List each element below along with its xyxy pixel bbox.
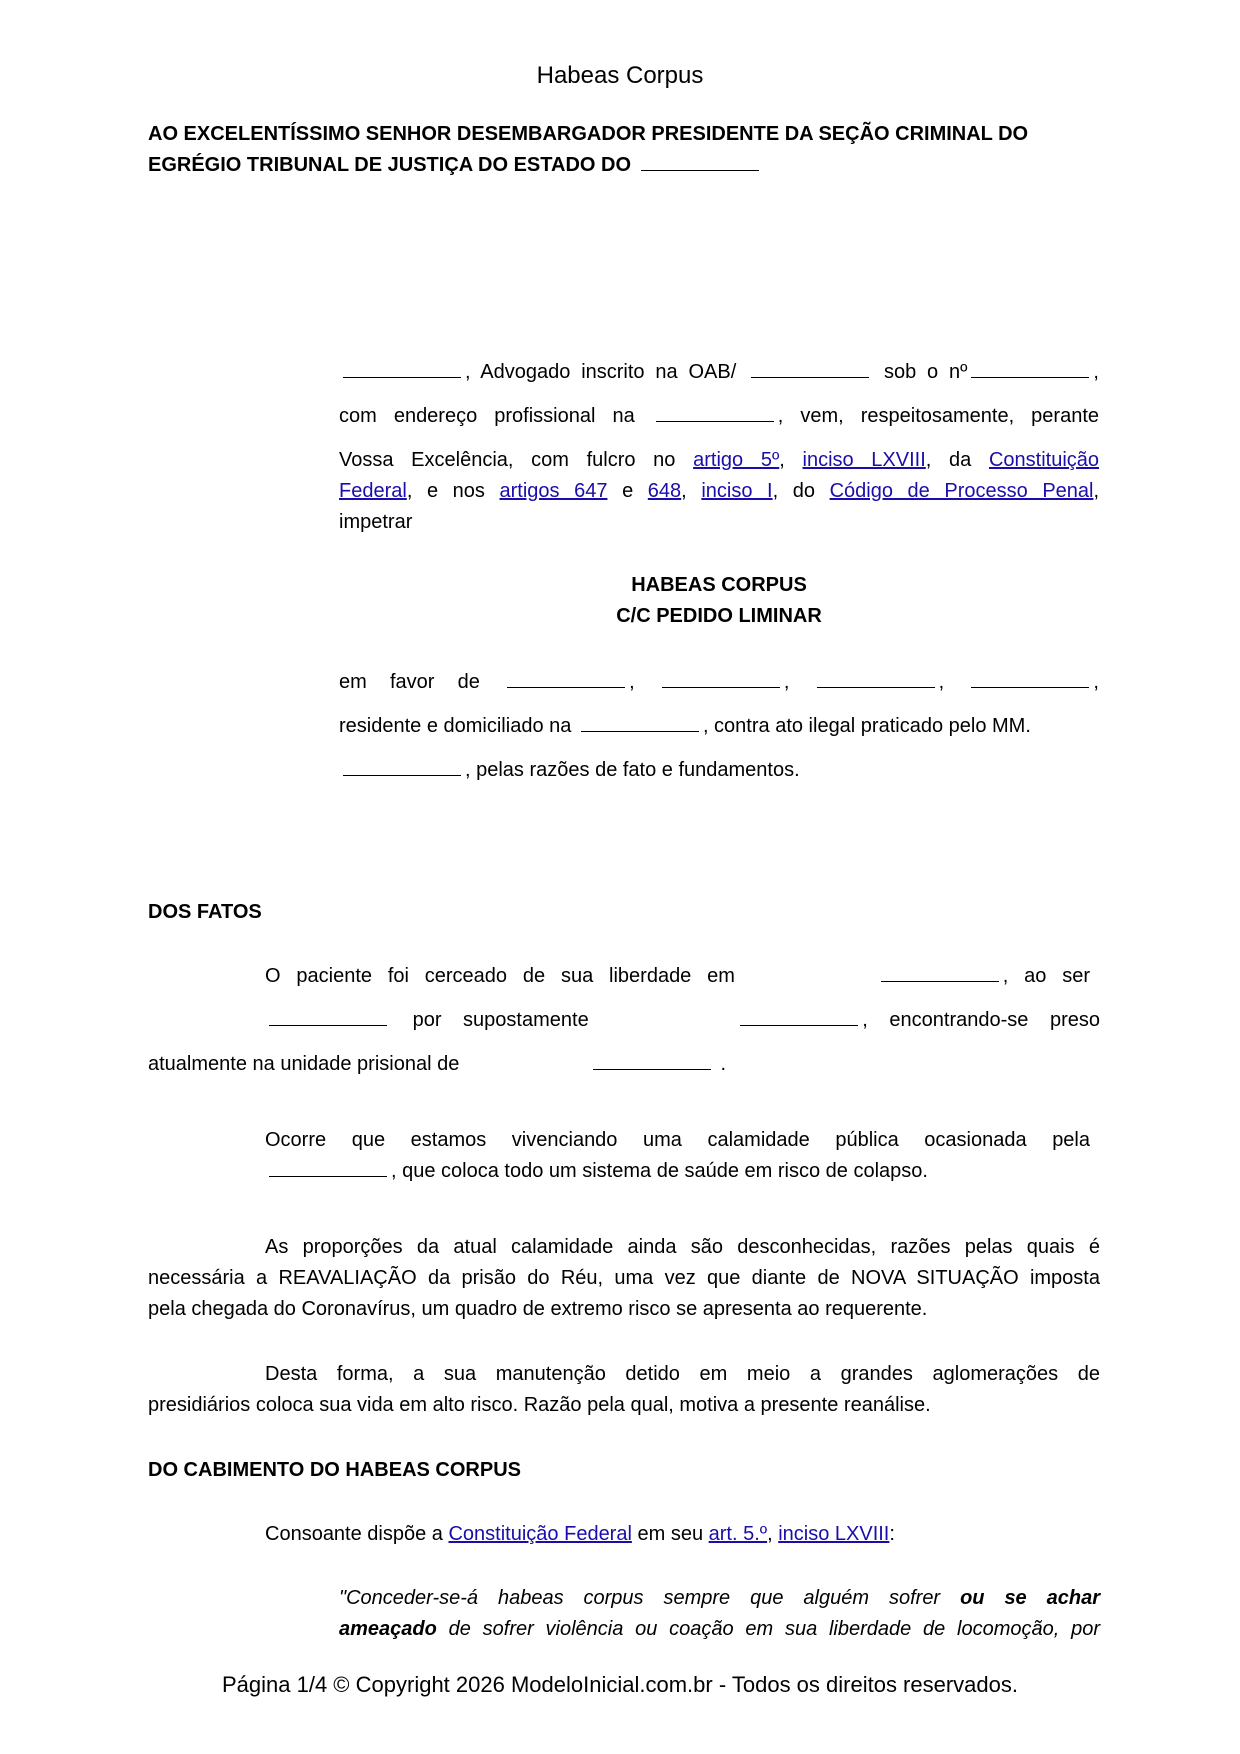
- fatos-p1-line-2: [265, 1008, 1100, 1032]
- intro-line-5: impetrar: [339, 511, 413, 533]
- fatos-p2-line-2: [265, 1159, 928, 1183]
- fatos-p1-line-1: [265, 964, 1090, 988]
- intro-comma-4: ,: [1093, 480, 1100, 502]
- petition-title-2: C/C PEDIDO LIMINAR: [616, 605, 822, 627]
- blank-patient-nationality: [662, 686, 780, 688]
- blank-patient-name: [507, 686, 625, 688]
- fatos-p3-line-2: necessária a REAVALIAÇÃO da prisão do Réu, uma vez que diante de NOVA SITUAÇÃO imposta: [148, 1267, 1100, 1289]
- document-header-title: Habeas Corpus: [536, 62, 704, 89]
- intro-text-nos: , e nos: [406, 480, 485, 502]
- link-artigos-647[interactable]: artigos 647: [499, 480, 608, 502]
- blank-alleged-crime: [740, 1024, 858, 1026]
- blank-lawyer-name: [343, 376, 461, 378]
- intro-text-da: , da: [925, 449, 972, 471]
- petition-title-1: HABEAS CORPUS: [631, 574, 807, 596]
- favor-comma-1: ,: [629, 671, 635, 693]
- blank-prison-unit: [593, 1068, 711, 1070]
- fatos-p1-text-a: O paciente foi cerceado de sua liberdade em: [265, 965, 735, 987]
- blank-oab-number: [971, 376, 1089, 378]
- fatos-p1-line-3: [148, 1052, 726, 1076]
- blank-patient-profession: [971, 686, 1089, 688]
- addressee-line-2-text: EGRÉGIO TRIBUNAL DE JUSTIÇA DO ESTADO DO: [148, 154, 631, 176]
- cabimento-text-seu: em seu: [637, 1523, 704, 1545]
- intro-line-1: [339, 360, 1099, 384]
- favor-line-2: [339, 714, 1031, 738]
- link-648[interactable]: 648: [647, 480, 682, 502]
- intro-text-fulcro: Vossa Excelência, com fulcro no: [339, 449, 676, 471]
- favor-comma-2: ,: [783, 671, 790, 693]
- favor-de: de: [457, 671, 480, 693]
- favor-contra-ato: , contra ato ilegal praticado pelo MM.: [702, 715, 1031, 737]
- favor-razoes: , pelas razões de fato e fundamentos.: [465, 759, 800, 781]
- addressee-line-2: [148, 153, 763, 177]
- quote-bold-2: ameaçado: [339, 1618, 437, 1640]
- intro-comma-3: ,: [681, 480, 687, 502]
- intro-text-e: e: [622, 480, 634, 502]
- intro-text-number: sob o nº: [883, 361, 968, 383]
- fatos-p3-line-3: pela chegada do Coronavírus, um quadro de extremo risco se apresenta ao requerente.: [148, 1298, 928, 1320]
- favor-comma-4: ,: [1093, 671, 1099, 693]
- link-constituicao-federal[interactable]: Constituição Federal: [448, 1523, 632, 1545]
- intro-line-2: [339, 404, 1099, 428]
- intro-comma-2: ,: [779, 449, 785, 471]
- heading-cabimento: DO CABIMENTO DO HABEAS CORPUS: [148, 1459, 521, 1481]
- link-inciso-lxviii-2[interactable]: inciso LXVIII: [778, 1523, 890, 1545]
- quote-line-1: [339, 1586, 1100, 1610]
- fatos-p3-line-1: As proporções da atual calamidade ainda são desconhecidas, razões pelas quais é: [265, 1236, 1100, 1258]
- page-footer: Página 1/4 © Copyright 2026 ModeloInicial.com.br - Todos os direitos reservados.: [222, 1672, 1018, 1697]
- fatos-p1-text-e: atualmente na unidade prisional de: [148, 1053, 460, 1075]
- blank-judge: [343, 774, 461, 776]
- cabimento-text-consoante: Consoante dispõe a: [265, 1523, 443, 1545]
- link-federal[interactable]: Federal: [339, 480, 407, 502]
- blank-arrest-type: [269, 1024, 387, 1026]
- blank-arrest-date: [881, 980, 999, 982]
- intro-line-3: [339, 448, 1099, 472]
- favor-line-1: [339, 670, 1099, 694]
- link-art-5[interactable]: art. 5.º: [708, 1523, 768, 1545]
- quote-text-2: de sofrer violência ou coação em sua liberdade de locomoção, por: [448, 1618, 1100, 1640]
- intro-text-address: com endereço profissional na: [339, 405, 635, 427]
- link-inciso-lxviii[interactable]: inciso LXVIII: [802, 449, 926, 471]
- blank-oab-state: [751, 376, 869, 378]
- favor-em: em: [339, 671, 367, 693]
- favor-comma-3: ,: [938, 671, 945, 693]
- intro-text-respectfully: , vem, respeitosamente, perante: [777, 405, 1099, 427]
- blank-patient-status: [817, 686, 935, 688]
- fatos-p1-text-d: , encontrando-se preso: [862, 1009, 1100, 1031]
- quote-text-1: "Conceder-se-á habeas corpus sempre que alguém sofrer: [339, 1587, 941, 1609]
- addressee-line-1: AO EXCELENTÍSSIMO SENHOR DESEMBARGADOR PRESIDENTE DA SEÇÃO CRIMINAL DO: [148, 123, 1029, 145]
- fatos-p4-line-1: Desta forma, a sua manutenção detido em meio a grandes aglomerações de: [265, 1363, 1100, 1385]
- cabimento-line-1: [265, 1522, 895, 1546]
- link-inciso-i[interactable]: inciso I: [701, 480, 773, 502]
- favor-line-3: [339, 758, 800, 782]
- blank-state: [641, 169, 759, 171]
- link-constituicao[interactable]: Constituição: [988, 449, 1100, 471]
- cabimento-colon: :: [889, 1523, 895, 1545]
- fatos-p2-line-1: Ocorre que estamos vivenciando uma calamidade pública ocasionada pela: [265, 1129, 1090, 1151]
- blank-calamity: [269, 1175, 387, 1177]
- quote-bold-1: ou se achar: [960, 1587, 1100, 1609]
- link-artigo-5[interactable]: artigo 5º: [693, 449, 780, 471]
- link-cpp[interactable]: Código de Processo Penal: [829, 480, 1094, 502]
- fatos-p1-text-c: por supostamente: [412, 1009, 589, 1031]
- blank-residence: [581, 730, 699, 732]
- favor-favor: favor: [390, 671, 435, 693]
- fatos-p2-text-b: , que coloca todo um sistema de saúde em risco de colapso.: [391, 1160, 928, 1182]
- intro-text-do: , do: [772, 480, 815, 502]
- fatos-p1-period: .: [720, 1053, 727, 1075]
- fatos-p4-line-2: presidiários coloca sua vida em alto risco. Razão pela qual, motiva a presente reanálise.: [148, 1394, 931, 1416]
- quote-line-2: [339, 1617, 1100, 1641]
- cabimento-comma: ,: [767, 1523, 773, 1545]
- intro-comma: ,: [1093, 361, 1099, 383]
- favor-residente: residente e domiciliado na: [339, 715, 572, 737]
- fatos-p1-text-b: , ao ser: [1002, 965, 1090, 987]
- intro-text-oab: , Advogado inscrito na OAB/: [465, 361, 737, 383]
- blank-address: [656, 420, 774, 422]
- intro-line-4: [339, 479, 1099, 503]
- heading-dos-fatos: DOS FATOS: [148, 901, 262, 923]
